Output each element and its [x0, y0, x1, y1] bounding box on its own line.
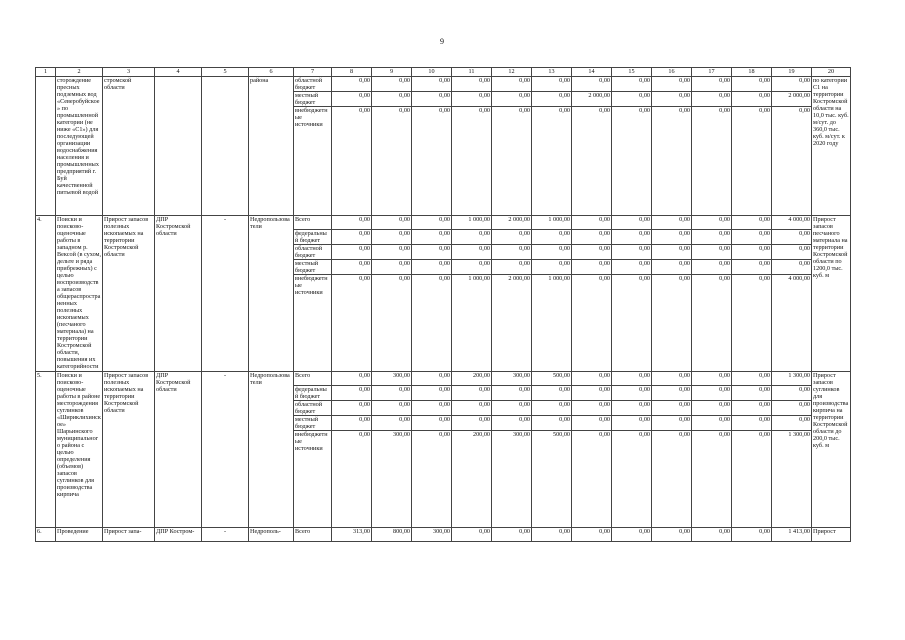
amount-cell: 0,00	[732, 275, 772, 372]
amount-cell: 0,00	[652, 401, 692, 416]
column-header: 15	[612, 68, 652, 77]
amount-cell: 0,00	[532, 107, 572, 216]
amount-cell: 0,00	[692, 230, 732, 245]
deadline: -	[202, 216, 249, 372]
amount-cell: 0,00	[612, 92, 652, 107]
amount-cell: 300,00	[412, 528, 452, 542]
amount-cell: 0,00	[372, 107, 412, 216]
amount-cell: 0,00	[372, 77, 412, 92]
amount-cell: 0,00	[452, 386, 492, 401]
amount-cell: 0,00	[412, 431, 452, 528]
amount-cell: 0,00	[772, 386, 812, 401]
amount-cell: 0,00	[532, 260, 572, 275]
event-name: Проведение	[56, 528, 103, 542]
amount-cell: 0,00	[412, 216, 452, 230]
column-header: 12	[492, 68, 532, 77]
amount-cell: 0,00	[652, 245, 692, 260]
funding-source: Всего	[294, 372, 332, 386]
amount-cell: 0,00	[412, 245, 452, 260]
executor: ДПР Костромской области	[155, 372, 202, 528]
amount-cell: 0,00	[732, 77, 772, 92]
amount-cell: 0,00	[692, 372, 732, 386]
amount-cell: 0,00	[652, 431, 692, 528]
amount-cell: 0,00	[572, 260, 612, 275]
expected-result: Прирост запасов полезных ископаемых на территории Костромской области	[103, 372, 155, 528]
amount-cell: 0,00	[652, 216, 692, 230]
amount-cell: 313,00	[332, 528, 372, 542]
amount-cell: 0,00	[692, 386, 732, 401]
amount-cell: 0,00	[372, 260, 412, 275]
page-number: 9	[440, 37, 444, 46]
table-row	[36, 372, 851, 386]
amount-cell: 0,00	[452, 107, 492, 216]
amount-cell: 0,00	[692, 107, 732, 216]
amount-cell: 0,00	[692, 260, 732, 275]
amount-cell: 0,00	[612, 431, 652, 528]
column-header: 18	[732, 68, 772, 77]
amount-cell: 0,00	[492, 230, 532, 245]
amount-cell: 2 000,00	[572, 92, 612, 107]
amount-cell: 2 000,00	[772, 92, 812, 107]
amount-cell: 0,00	[692, 416, 732, 431]
amount-cell: 0,00	[412, 92, 452, 107]
funding-source: Всего	[294, 528, 332, 542]
amount-cell: 0,00	[412, 416, 452, 431]
amount-cell: 0,00	[652, 275, 692, 372]
amount-cell: 0,00	[452, 416, 492, 431]
column-header: 3	[103, 68, 155, 77]
amount-cell: 0,00	[772, 260, 812, 275]
amount-cell: 300,00	[372, 431, 412, 528]
amount-cell: 0,00	[372, 275, 412, 372]
funding-source: областной бюджет	[294, 77, 332, 92]
amount-cell: 0,00	[332, 92, 372, 107]
amount-cell: 0,00	[692, 401, 732, 416]
target-indicator: Прирост запасов суглинков для производства кирпича на территории Костромской области до 200,0 тыс. куб. м	[812, 372, 851, 528]
column-header: 7	[294, 68, 332, 77]
amount-cell: 0,00	[372, 416, 412, 431]
amount-cell: 0,00	[612, 107, 652, 216]
column-header: 1	[36, 68, 56, 77]
amount-cell: 0,00	[652, 372, 692, 386]
amount-cell: 0,00	[652, 528, 692, 542]
amount-cell: 0,00	[332, 275, 372, 372]
amount-cell: 0,00	[492, 260, 532, 275]
amount-cell: 0,00	[692, 431, 732, 528]
executor: ДПР Костромской области	[155, 216, 202, 372]
table-row	[36, 528, 851, 542]
amount-cell: 0,00	[412, 275, 452, 372]
amount-cell: 0,00	[372, 401, 412, 416]
amount-cell: 0,00	[692, 77, 732, 92]
amount-cell: 0,00	[732, 216, 772, 230]
column-number-row	[36, 68, 851, 77]
amount-cell: 0,00	[772, 107, 812, 216]
amount-cell: 0,00	[532, 230, 572, 245]
amount-cell: 0,00	[612, 372, 652, 386]
column-header: 13	[532, 68, 572, 77]
amount-cell: 0,00	[412, 230, 452, 245]
amount-cell: 0,00	[532, 386, 572, 401]
amount-cell: 0,00	[492, 92, 532, 107]
participant: Недропользователи	[249, 372, 294, 528]
amount-cell: 0,00	[452, 230, 492, 245]
amount-cell: 0,00	[332, 431, 372, 528]
amount-cell: 0,00	[692, 528, 732, 542]
expected-result: Прирост запа-	[103, 528, 155, 542]
amount-cell: 0,00	[492, 245, 532, 260]
amount-cell: 0,00	[732, 386, 772, 401]
amount-cell: 0,00	[652, 107, 692, 216]
amount-cell: 200,00	[452, 431, 492, 528]
amount-cell: 0,00	[332, 245, 372, 260]
amount-cell: 0,00	[732, 92, 772, 107]
amount-cell: 2 000,00	[492, 275, 532, 372]
amount-cell: 0,00	[332, 416, 372, 431]
amount-cell: 200,00	[452, 372, 492, 386]
funding-source: местный бюджет	[294, 92, 332, 107]
funding-source: Всего	[294, 216, 332, 230]
deadline	[202, 77, 249, 216]
amount-cell: 0,00	[612, 230, 652, 245]
amount-cell: 0,00	[652, 416, 692, 431]
amount-cell: 0,00	[692, 216, 732, 230]
amount-cell: 0,00	[532, 92, 572, 107]
amount-cell: 0,00	[572, 401, 612, 416]
amount-cell: 0,00	[532, 416, 572, 431]
amount-cell: 300,00	[492, 372, 532, 386]
funding-source: внебюджетные источники	[294, 431, 332, 528]
amount-cell: 4 000,00	[772, 216, 812, 230]
column-header: 11	[452, 68, 492, 77]
amount-cell: 0,00	[612, 386, 652, 401]
amount-cell: 0,00	[412, 386, 452, 401]
amount-cell: 0,00	[332, 401, 372, 416]
amount-cell: 1 000,00	[452, 275, 492, 372]
row-number: 4.	[36, 216, 56, 372]
participant: района	[249, 77, 294, 216]
amount-cell: 0,00	[332, 216, 372, 230]
amount-cell: 0,00	[732, 107, 772, 216]
amount-cell: 0,00	[412, 260, 452, 275]
amount-cell: 2 000,00	[492, 216, 532, 230]
amount-cell: 0,00	[492, 416, 532, 431]
amount-cell: 0,00	[772, 401, 812, 416]
amount-cell: 1 000,00	[532, 216, 572, 230]
amount-cell: 0,00	[692, 245, 732, 260]
amount-cell: 0,00	[532, 245, 572, 260]
amount-cell: 0,00	[612, 416, 652, 431]
amount-cell: 0,00	[732, 401, 772, 416]
amount-cell: 0,00	[612, 528, 652, 542]
amount-cell: 0,00	[412, 77, 452, 92]
amount-cell: 0,00	[652, 260, 692, 275]
amount-cell: 300,00	[372, 372, 412, 386]
amount-cell: 0,00	[572, 528, 612, 542]
funding-source: внебюджетные источники	[294, 107, 332, 216]
target-indicator: по категории C1 на территории Костромской области на 10,0 тыс. куб. м/сут. до 360,0 тыс. куб. м/сут. к 2020 году	[812, 77, 851, 216]
row-number: 5.	[36, 372, 56, 528]
amount-cell: 0,00	[332, 107, 372, 216]
amount-cell: 1 000,00	[532, 275, 572, 372]
amount-cell: 0,00	[772, 77, 812, 92]
funding-source: федеральный бюджет	[294, 386, 332, 401]
amount-cell: 0,00	[732, 416, 772, 431]
table-row	[36, 216, 851, 230]
amount-cell: 0,00	[692, 92, 732, 107]
amount-cell: 0,00	[572, 77, 612, 92]
amount-cell: 4 000,00	[772, 275, 812, 372]
amount-cell: 0,00	[612, 245, 652, 260]
amount-cell: 0,00	[332, 230, 372, 245]
column-header: 19	[772, 68, 812, 77]
amount-cell: 0,00	[452, 260, 492, 275]
column-header: 14	[572, 68, 612, 77]
amount-cell: 0,00	[572, 216, 612, 230]
amount-cell: 0,00	[572, 431, 612, 528]
amount-cell: 0,00	[572, 275, 612, 372]
amount-cell: 0,00	[612, 260, 652, 275]
table-row	[36, 77, 851, 92]
amount-cell: 1 300,00	[772, 372, 812, 386]
funding-source: местный бюджет	[294, 260, 332, 275]
column-header: 4	[155, 68, 202, 77]
amount-cell: 0,00	[332, 386, 372, 401]
amount-cell: 0,00	[652, 386, 692, 401]
amount-cell: 0,00	[372, 386, 412, 401]
amount-cell: 0,00	[372, 92, 412, 107]
amount-cell: 0,00	[452, 401, 492, 416]
amount-cell: 1 000,00	[452, 216, 492, 230]
amount-cell: 0,00	[532, 77, 572, 92]
column-header: 17	[692, 68, 732, 77]
amount-cell: 0,00	[612, 77, 652, 92]
budget-table	[35, 67, 851, 542]
amount-cell: 0,00	[412, 401, 452, 416]
funding-source: внебюджетные источники	[294, 275, 332, 372]
amount-cell: 0,00	[452, 245, 492, 260]
column-header: 5	[202, 68, 249, 77]
amount-cell: 0,00	[732, 245, 772, 260]
amount-cell: 0,00	[492, 528, 532, 542]
column-header: 20	[812, 68, 851, 77]
funding-source: федеральный бюджет	[294, 230, 332, 245]
amount-cell: 0,00	[372, 216, 412, 230]
column-header: 8	[332, 68, 372, 77]
event-name: Поиски и поисково-оценочные работы в западном р. Вексой (в сухом, дельте и ряда прибрежных) с целью воспроизводства запасов общераспространенных полезных ископаемых (песчаного материала) на территории Костромской области, повышения их категорийности	[57, 216, 102, 370]
amount-cell: 500,00	[532, 372, 572, 386]
row-number: 6.	[36, 528, 56, 542]
funding-source: местный бюджет	[294, 416, 332, 431]
participant: Недрополь-	[249, 528, 294, 542]
column-header: 9	[372, 68, 412, 77]
amount-cell: 0,00	[732, 230, 772, 245]
amount-cell: 0,00	[772, 416, 812, 431]
amount-cell: 0,00	[772, 230, 812, 245]
amount-cell: 0,00	[452, 77, 492, 92]
amount-cell: 0,00	[492, 107, 532, 216]
amount-cell: 300,00	[492, 431, 532, 528]
amount-cell: 0,00	[372, 245, 412, 260]
deadline: -	[202, 372, 249, 528]
amount-cell: 0,00	[572, 386, 612, 401]
participant: Недропользователи	[249, 216, 294, 372]
target-indicator: Прирост	[812, 528, 851, 542]
amount-cell: 0,00	[732, 431, 772, 528]
amount-cell: 0,00	[572, 245, 612, 260]
amount-cell: 0,00	[652, 92, 692, 107]
amount-cell: 0,00	[612, 401, 652, 416]
deadline: -	[202, 528, 249, 542]
amount-cell: 0,00	[492, 77, 532, 92]
amount-cell: 0,00	[572, 107, 612, 216]
amount-cell: 0,00	[532, 401, 572, 416]
amount-cell: 0,00	[332, 77, 372, 92]
event-name: Поиски и поисково-оценочные работы в районе месторождения суглинков «Шириклихинское» Шарьинского муниципального района с целью определения (объемов) запасов суглинков для производства кирпича	[56, 372, 103, 528]
amount-cell: 0,00	[492, 386, 532, 401]
amount-cell: 800,00	[372, 528, 412, 542]
amount-cell: 0,00	[412, 372, 452, 386]
amount-cell: 0,00	[732, 260, 772, 275]
amount-cell: 0,00	[332, 260, 372, 275]
amount-cell: 0,00	[652, 230, 692, 245]
executor: ДПР Костром-	[155, 528, 202, 542]
amount-cell: 0,00	[452, 528, 492, 542]
column-header: 10	[412, 68, 452, 77]
amount-cell: 0,00	[732, 528, 772, 542]
amount-cell: 0,00	[572, 416, 612, 431]
amount-cell: 0,00	[612, 216, 652, 230]
amount-cell: 1 413,00	[772, 528, 812, 542]
amount-cell: 0,00	[572, 372, 612, 386]
column-header: 6	[249, 68, 294, 77]
amount-cell: 0,00	[492, 401, 532, 416]
amount-cell: 0,00	[452, 92, 492, 107]
amount-cell: 0,00	[332, 372, 372, 386]
executor	[155, 77, 202, 216]
amount-cell: 0,00	[692, 275, 732, 372]
amount-cell: 0,00	[772, 245, 812, 260]
column-header: 16	[652, 68, 692, 77]
amount-cell: 0,00	[532, 528, 572, 542]
target-indicator: Прирост запасов песчаного материала на территории Костромской области по 1200,0 тыс. куб. м	[812, 216, 851, 372]
event-name: сторождение пресных подземных вод «Северобуйское» по промышленной категории (не ниже «C1») для последующей организации водоснабжения населения и промышленных предприятий г. Буй качественной питьевой водой	[56, 77, 103, 216]
amount-cell: 1 300,00	[772, 431, 812, 528]
expected-result: стромской области	[103, 77, 155, 216]
amount-cell: 0,00	[372, 230, 412, 245]
amount-cell: 0,00	[732, 372, 772, 386]
funding-source: областной бюджет	[294, 401, 332, 416]
amount-cell: 0,00	[612, 275, 652, 372]
amount-cell: 0,00	[572, 230, 612, 245]
amount-cell: 0,00	[652, 77, 692, 92]
row-number	[36, 77, 56, 216]
amount-cell: 0,00	[412, 107, 452, 216]
column-header: 2	[56, 68, 103, 77]
expected-result: Прирост запасов полезных ископаемых на территории Костромской области	[103, 216, 155, 372]
amount-cell: 500,00	[532, 431, 572, 528]
funding-source: областной бюджет	[294, 245, 332, 260]
